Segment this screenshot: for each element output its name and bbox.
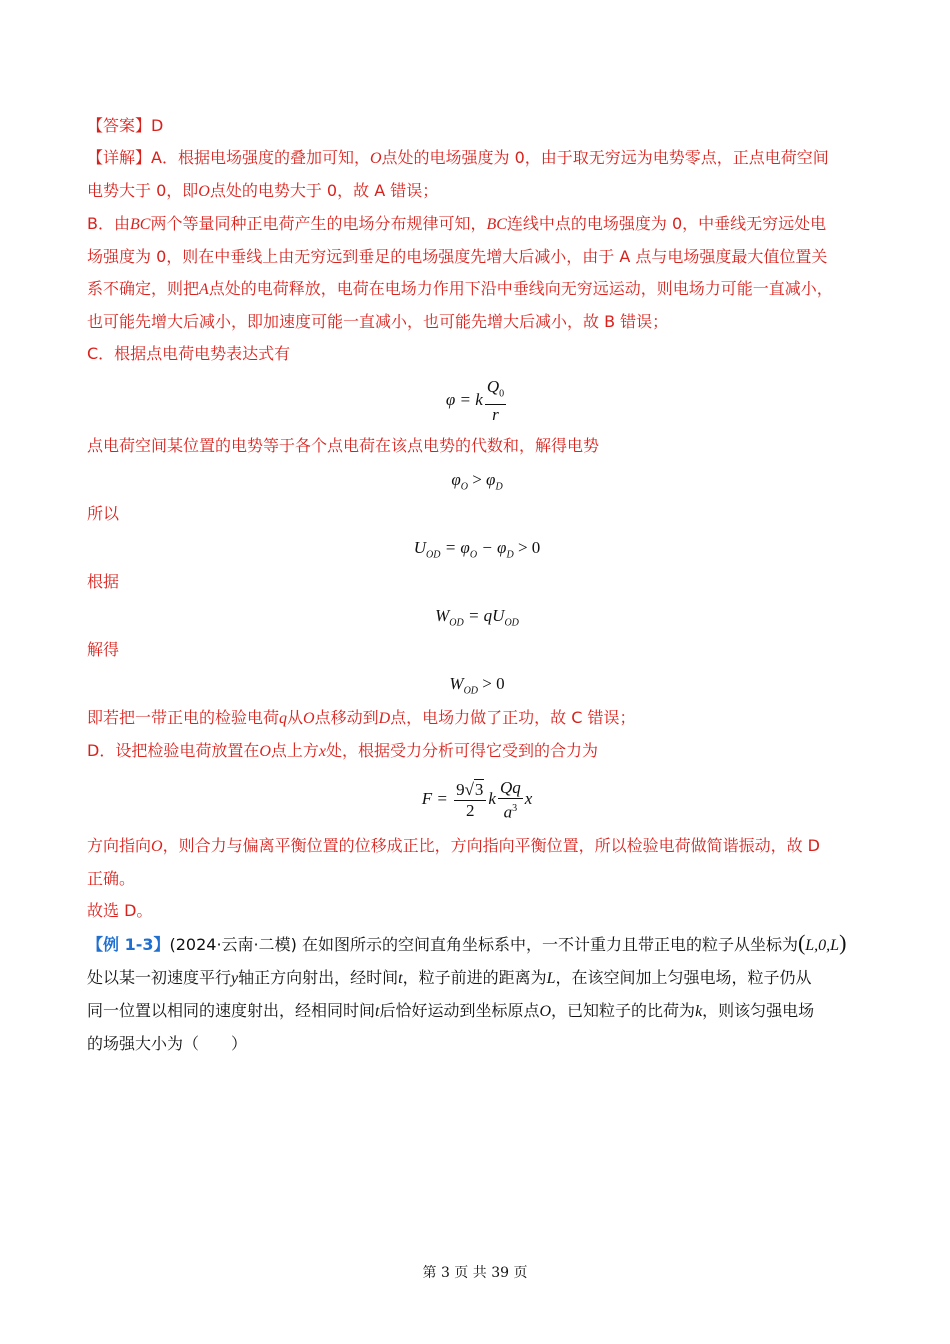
formula-text: a	[503, 802, 513, 822]
text-span: 点，电场力做了正功，故 C 错误；	[390, 708, 636, 727]
detail-c-line2: 点电荷空间某位置的电势等于各个点电荷在该点电势的代数和，解得电势	[87, 436, 600, 455]
subscript: 0	[499, 388, 505, 400]
formula-text: Q	[486, 376, 500, 396]
formula-force	[87, 768, 867, 830]
fraction-numerator: 9√3	[454, 780, 486, 801]
formula-w-positive	[87, 666, 867, 702]
formula-text: > 0	[478, 674, 505, 693]
detail-d-line1	[87, 735, 867, 768]
example-line3	[87, 995, 867, 1028]
text-span: 即若把一带正电的检验电荷	[87, 708, 280, 727]
detail-b-line4: 也可能先增大后减小，即加速度可能一直减小，也可能先增大后减小，故 B 错误；	[87, 312, 669, 331]
sqrt-radicand: 3	[474, 779, 484, 799]
text-span: 同一位置以相同的速度射出，经相同时间	[87, 1001, 376, 1020]
math-var: t	[398, 970, 403, 987]
formula-text: W	[449, 674, 464, 693]
math-var: O	[151, 838, 163, 855]
text-span: 方向指向	[87, 836, 152, 855]
text-span: 后恰好运动到坐标原点	[379, 1001, 540, 1020]
text-span: ，在该空间加上匀强电场，粒子仍从	[555, 968, 812, 987]
detail-c-suoyi: 所以	[87, 504, 120, 523]
text-span: 系不确定，则把	[87, 279, 200, 298]
text-span: ，粒子前进的距离为	[402, 968, 547, 987]
text-span: 轴正方向射出，经时间	[238, 968, 399, 987]
formula-text: k	[488, 789, 496, 808]
text-span: D．设把检验电荷放置在	[87, 741, 260, 760]
math-var: D	[378, 710, 391, 727]
fraction	[498, 778, 523, 823]
text-span: 点处的电荷释放，电荷在电场力作用下沿中垂线向无穷远运动，则电场力可能一直减小，	[208, 279, 833, 298]
math-var: BC	[129, 216, 151, 233]
page-footer: 第 3 页 共 39 页	[422, 1265, 528, 1281]
formula-text: W	[435, 606, 450, 625]
formula-compare	[87, 462, 867, 498]
text-span: 处，根据受力分析可得它受到的合力为	[326, 741, 599, 760]
math-var: t	[375, 1003, 380, 1020]
math-var: A	[199, 281, 209, 298]
detail-c-line3	[87, 702, 867, 735]
fraction	[454, 780, 486, 821]
example-label: 【例 1-3】	[87, 935, 170, 954]
example-line2	[87, 962, 867, 995]
text-span: ，已知粒子的比荷为	[551, 1001, 696, 1020]
math-var: BC	[486, 216, 507, 233]
formula-text: φ	[486, 470, 496, 489]
detail-b-line3	[87, 273, 867, 306]
math-var: L	[546, 970, 556, 987]
detail-c-line1: C．根据点电荷电势表达式有	[87, 344, 291, 363]
formula-text: F =	[421, 789, 453, 808]
formula-text: = qU	[463, 606, 505, 625]
text-span: B．由	[87, 214, 130, 233]
math-var: k	[695, 1003, 703, 1020]
formula-text: U	[413, 538, 426, 557]
detail-c-jiede: 解得	[87, 640, 120, 659]
subscript: O	[460, 481, 468, 493]
formula-text: − φ	[477, 538, 507, 557]
text-span: ，则该匀强电场	[702, 1001, 815, 1020]
superscript: 3	[512, 802, 518, 814]
text-span: 从	[287, 708, 304, 727]
formula-w	[87, 598, 867, 634]
formula-text: φ = k	[445, 390, 483, 409]
formula-text: φ	[451, 470, 461, 489]
math-var: O	[303, 710, 315, 727]
subscript: O	[469, 549, 478, 561]
formula-text: = φ	[440, 538, 470, 557]
math-var: O	[198, 183, 210, 200]
answer-line	[87, 110, 867, 142]
subscript: OD	[449, 617, 464, 629]
detail-b-line1	[87, 208, 867, 241]
formula-operator: >	[467, 470, 487, 489]
detail-d-line2	[87, 830, 867, 863]
detail-label: 【详解】	[87, 148, 152, 167]
subscript: OD	[425, 549, 441, 561]
document-body	[87, 110, 867, 1060]
detail-a-line2	[87, 175, 867, 208]
detail-d-line3: 正确。	[87, 869, 136, 888]
text-span: 点处的电势大于 0，故 A 错误；	[209, 181, 439, 200]
text-span: ，则合力与偏离平衡位置的位移成正比，方向指向平衡位置，所以检验电荷做简谐振动，故 D	[162, 836, 820, 855]
formula-text: > 0	[513, 538, 541, 557]
detail-b-line2: 场强度为 0，则在中垂线上由无穷远到垂足的电场强度先增大后减小，由于 A 点与电场强度最大值位置关	[87, 247, 828, 266]
math-var: O	[259, 743, 271, 760]
fraction-denominator	[498, 799, 523, 823]
text-span: 两个等量同种正电荷产生的电场分布规律可知，	[150, 214, 487, 233]
fraction-denominator: 2	[465, 800, 475, 820]
math-var: O	[539, 1003, 552, 1020]
formula-u	[87, 530, 867, 566]
detail-c-genju: 根据	[87, 572, 120, 591]
math-var: q	[279, 710, 288, 727]
formula-text: x	[524, 789, 533, 808]
text-span: A．根据电场强度的叠加可知，	[151, 148, 370, 167]
text-span: (2024·云南·二模) 在如图所示的空间直角坐标系中，一不计重力且带正电的粒子从坐标为	[169, 935, 798, 954]
text-span: 处以某一初速度平行	[87, 968, 232, 987]
example-line1	[87, 927, 867, 962]
subscript: D	[495, 481, 503, 493]
fraction-numerator	[485, 377, 506, 405]
math-var: O	[369, 150, 382, 167]
math-var: x	[318, 743, 327, 760]
text-span: 点上方	[270, 741, 319, 760]
math-var: y	[231, 970, 239, 987]
fraction-denominator: r	[492, 405, 499, 425]
answer-label: 【答案】	[87, 116, 152, 135]
subscript: OD	[463, 685, 479, 697]
subscript: OD	[504, 617, 519, 629]
example-coord: (L,0,L)	[797, 930, 847, 955]
math-var: L,0,L	[805, 937, 840, 954]
text-span: 点移动到	[314, 708, 379, 727]
formula-text: 9	[456, 779, 465, 799]
example-line4: 的场强大小为（ ）	[87, 1034, 248, 1053]
detail-conclusion: 故选 D。	[87, 901, 153, 920]
subscript: D	[506, 549, 514, 561]
text-span: 连线中点的电场强度为 0，中垂线无穷远处电	[506, 214, 827, 233]
text-span: 点处的电场强度为 0，由于取无穷远为电势零点，正点电荷空间	[381, 148, 829, 167]
formula-phi	[87, 370, 867, 430]
text-span: 电势大于 0，即	[87, 181, 199, 200]
detail-a-line1	[87, 142, 867, 175]
fraction-numerator: Qq	[499, 777, 521, 797]
answer-value: D	[151, 116, 164, 135]
fraction	[485, 377, 506, 425]
